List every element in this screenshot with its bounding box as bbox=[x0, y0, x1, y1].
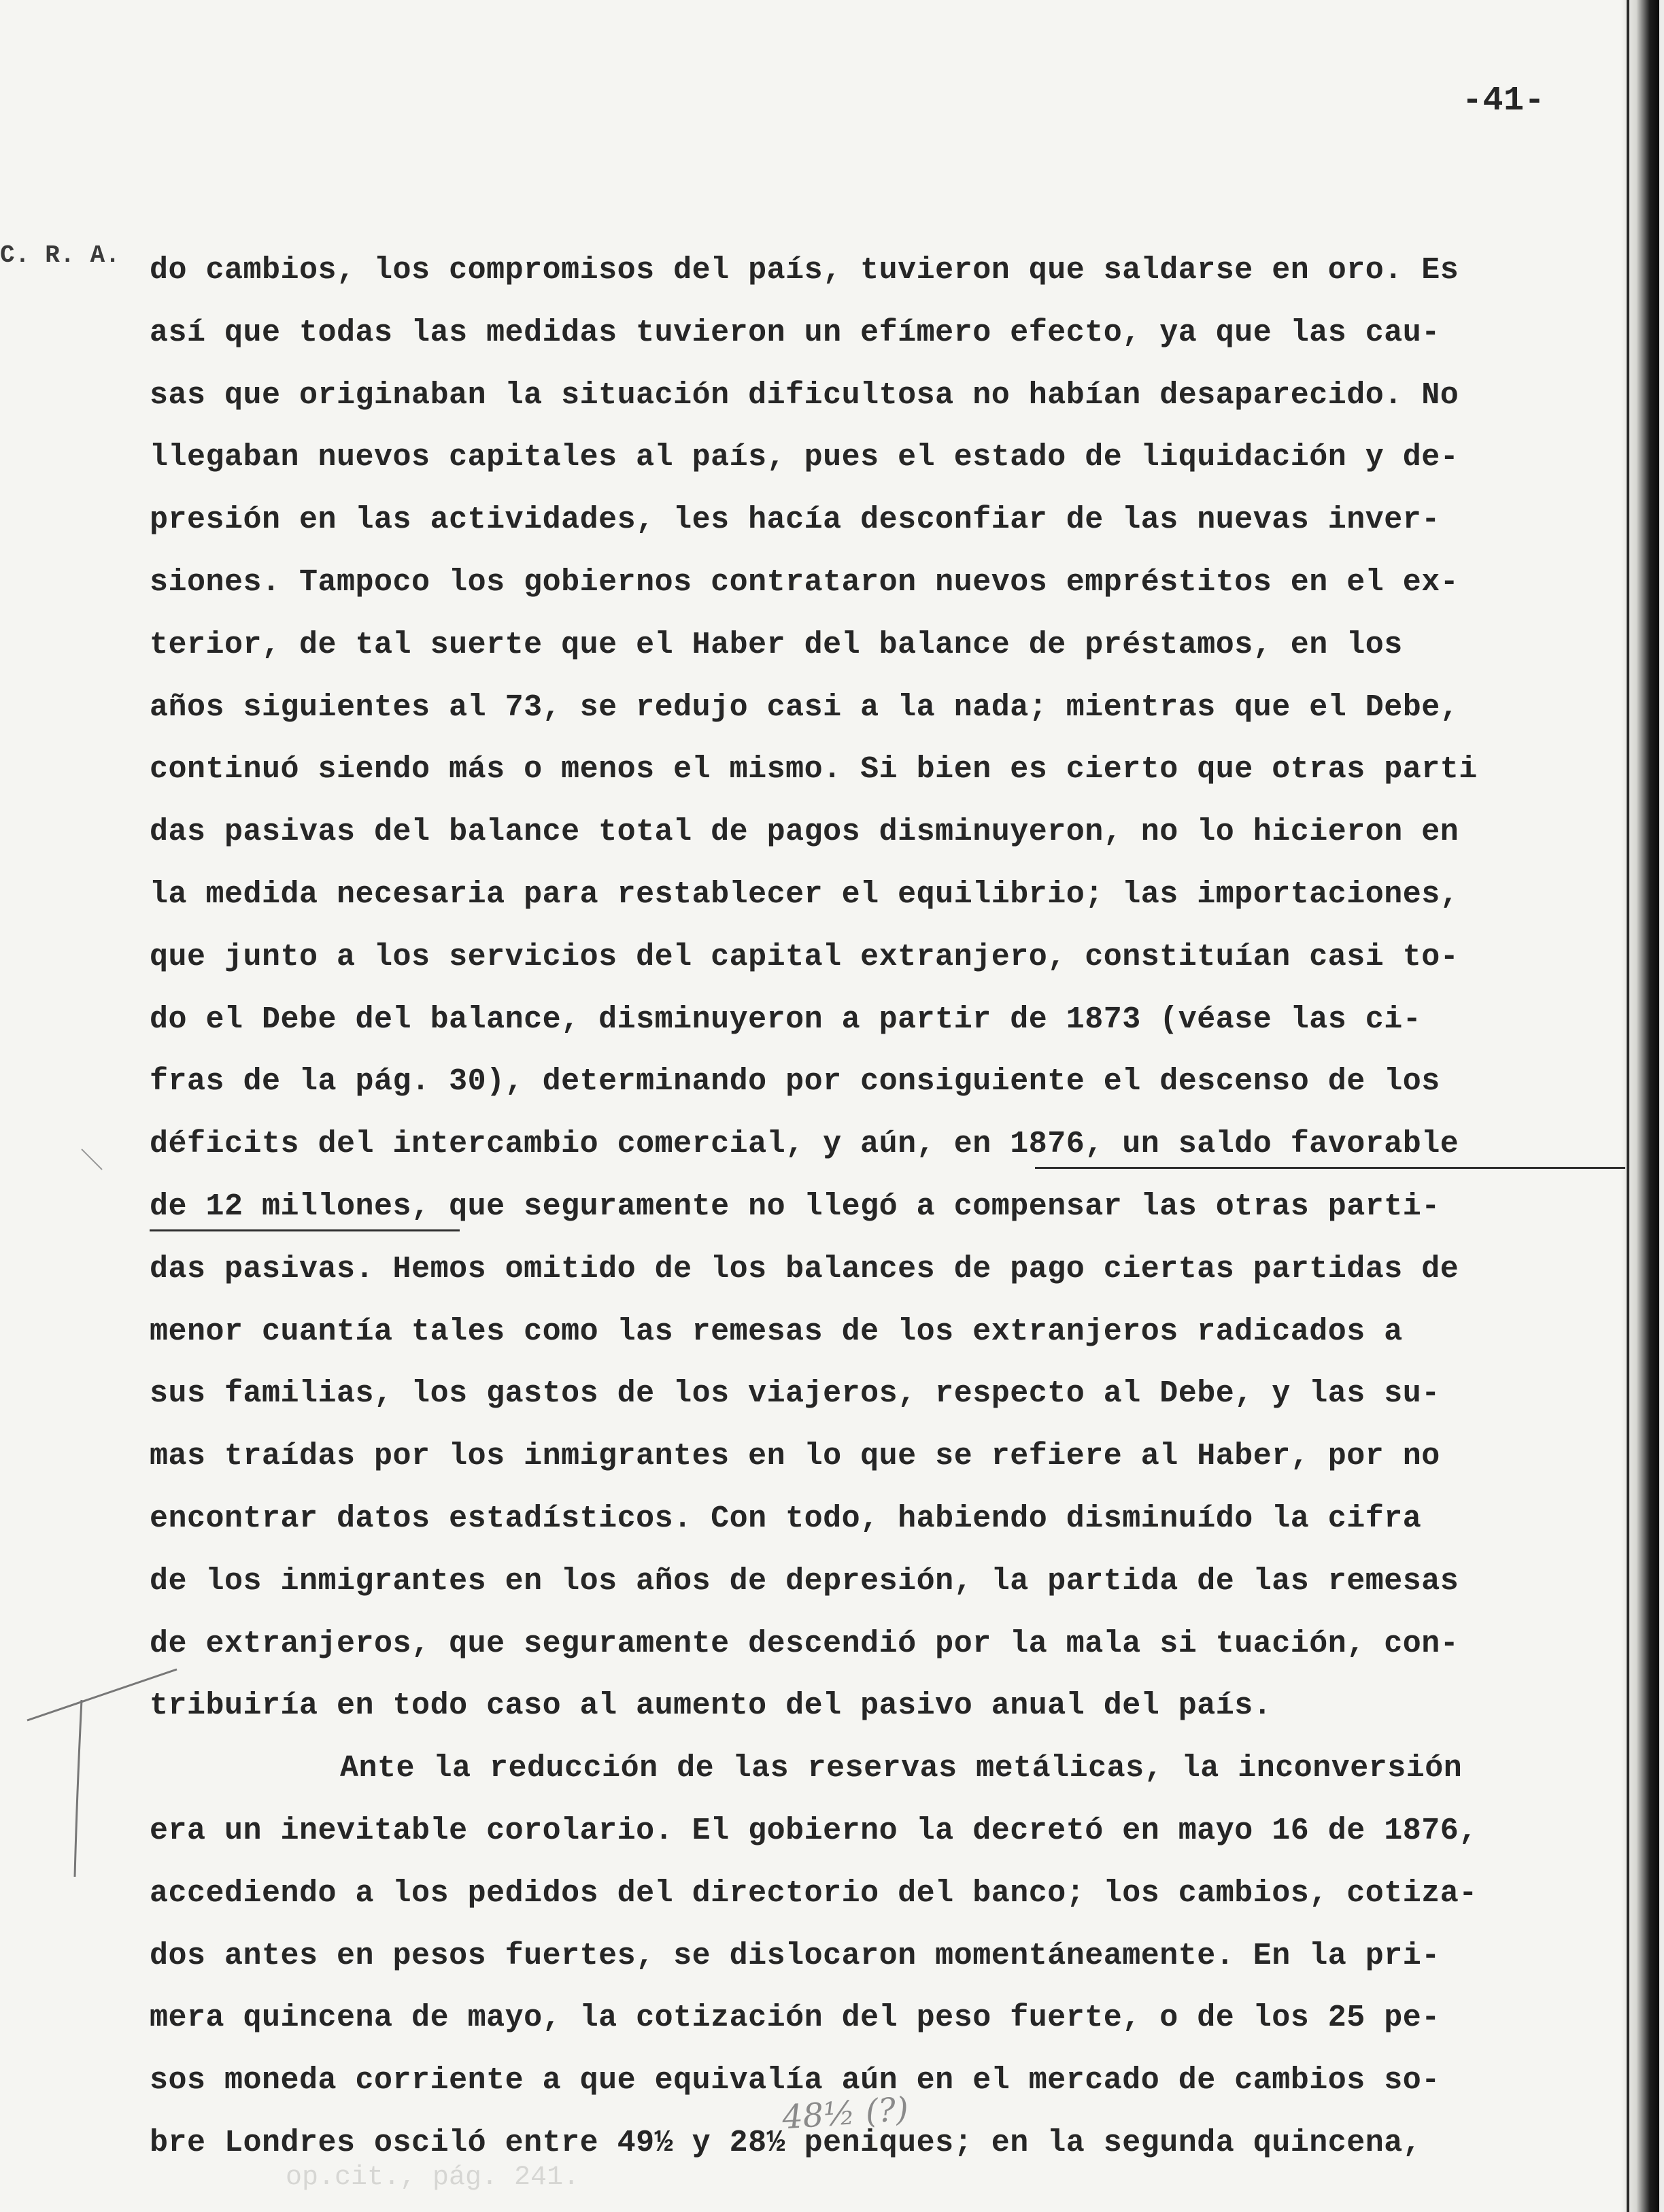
page-edge-line bbox=[1627, 0, 1629, 2212]
underline-mark bbox=[1035, 1167, 1625, 1169]
text-line: das pasivas. Hemos omitido de los balances de pago ciertas partidas de bbox=[150, 1251, 1459, 1287]
text-line: de extranjeros, que seguramente descendió por la mala si tuación, con- bbox=[150, 1626, 1459, 1661]
text-line: así que todas las medidas tuvieron un efímero efecto, ya que las cau- bbox=[150, 315, 1440, 350]
text-line: continuó siendo más o menos el mismo. Si bien es cierto que otras parti bbox=[150, 752, 1478, 787]
text-line: das pasivas del balance total de pagos disminuyeron, no lo hicieron en bbox=[150, 815, 1459, 850]
handwritten-note: 48½ (?) bbox=[781, 2090, 910, 2137]
page-number: -41- bbox=[1462, 82, 1546, 120]
text-line: presión en las actividades, les hacía desconfiar de las nuevas inver- bbox=[150, 503, 1440, 538]
text-line: sus familias, los gastos de los viajeros, respecto al Debe, y las su- bbox=[150, 1376, 1440, 1412]
text-line: sas que originaban la situación dificultosa no habían desaparecido. No bbox=[150, 377, 1459, 413]
text-line: encontrar datos estadísticos. Con todo, habiendo disminuído la cifra bbox=[150, 1501, 1422, 1536]
text-line: siones. Tampoco los gobiernos contrataron nuevos empréstitos en el ex- bbox=[150, 564, 1459, 600]
text-line: de 12 millones, que seguramente no llegó a compensar las otras parti- bbox=[150, 1189, 1440, 1224]
text-line: tribuiría en todo caso al aumento del pasivo anual del país. bbox=[150, 1688, 1272, 1724]
text-line: años siguientes al 73, se redujo casi a la nada; mientras que el Debe, bbox=[150, 690, 1459, 725]
text-line: Ante la reducción de las reservas metálicas, la inconversión bbox=[340, 1751, 1463, 1786]
text-line: déficits del intercambio comercial, y aún, en 1876, un saldo favorable bbox=[150, 1127, 1459, 1162]
text-line: que junto a los servicios del capital extranjero, constituían casi to- bbox=[150, 939, 1459, 974]
text-line: do cambios, los compromisos del país, tuvieron que saldarse en oro. Es bbox=[150, 253, 1459, 288]
text-line: accediendo a los pedidos del directorio del banco; los cambios, cotiza- bbox=[150, 1875, 1478, 1911]
text-line: de los inmigrantes en los años de depresión, la partida de las remesas bbox=[150, 1563, 1459, 1599]
text-line: llegaban nuevos capitales al país, pues el estado de liquidación y de- bbox=[150, 440, 1459, 475]
text-line: bre Londres osciló entre 49½ y 28½ peniques; en la segunda quincena, bbox=[150, 2125, 1422, 2160]
text-line: mas traídas por los inmigrantes en lo que se refiere al Haber, por no bbox=[150, 1439, 1440, 1474]
pencil-mark bbox=[0, 0, 204, 2212]
body-text bbox=[150, 248, 1625, 2183]
faint-footnote: op.cit., pág. 241. bbox=[286, 2162, 580, 2193]
text-line: la medida necesaria para restablecer el equilibrio; las importaciones, bbox=[150, 877, 1459, 912]
text-line: menor cuantía tales como las remesas de los extranjeros radicados a bbox=[150, 1314, 1403, 1349]
text-line: mera quincena de mayo, la cotización del peso fuerte, o de los 25 pe- bbox=[150, 2001, 1440, 2036]
margin-mark: C. R. A. bbox=[0, 241, 120, 269]
text-line: fras de la pág. 30), determinando por consiguiente el descenso de los bbox=[150, 1064, 1440, 1100]
text-line: do el Debe del balance, disminuyeron a partir de 1873 (véase las ci- bbox=[150, 1002, 1422, 1037]
text-line: terior, de tal suerte que el Haber del balance de préstamos, en los bbox=[150, 627, 1403, 662]
text-line: dos antes en pesos fuertes, se dislocaron momentáneamente. En la pri- bbox=[150, 1938, 1440, 1973]
underline-mark bbox=[150, 1229, 460, 1231]
text-line: sos moneda corriente a que equivalía aún en el mercado de cambios so- bbox=[150, 2063, 1440, 2098]
text-line: era un inevitable corolario. El gobierno la decretó en mayo 16 de 1876, bbox=[150, 1813, 1478, 1848]
